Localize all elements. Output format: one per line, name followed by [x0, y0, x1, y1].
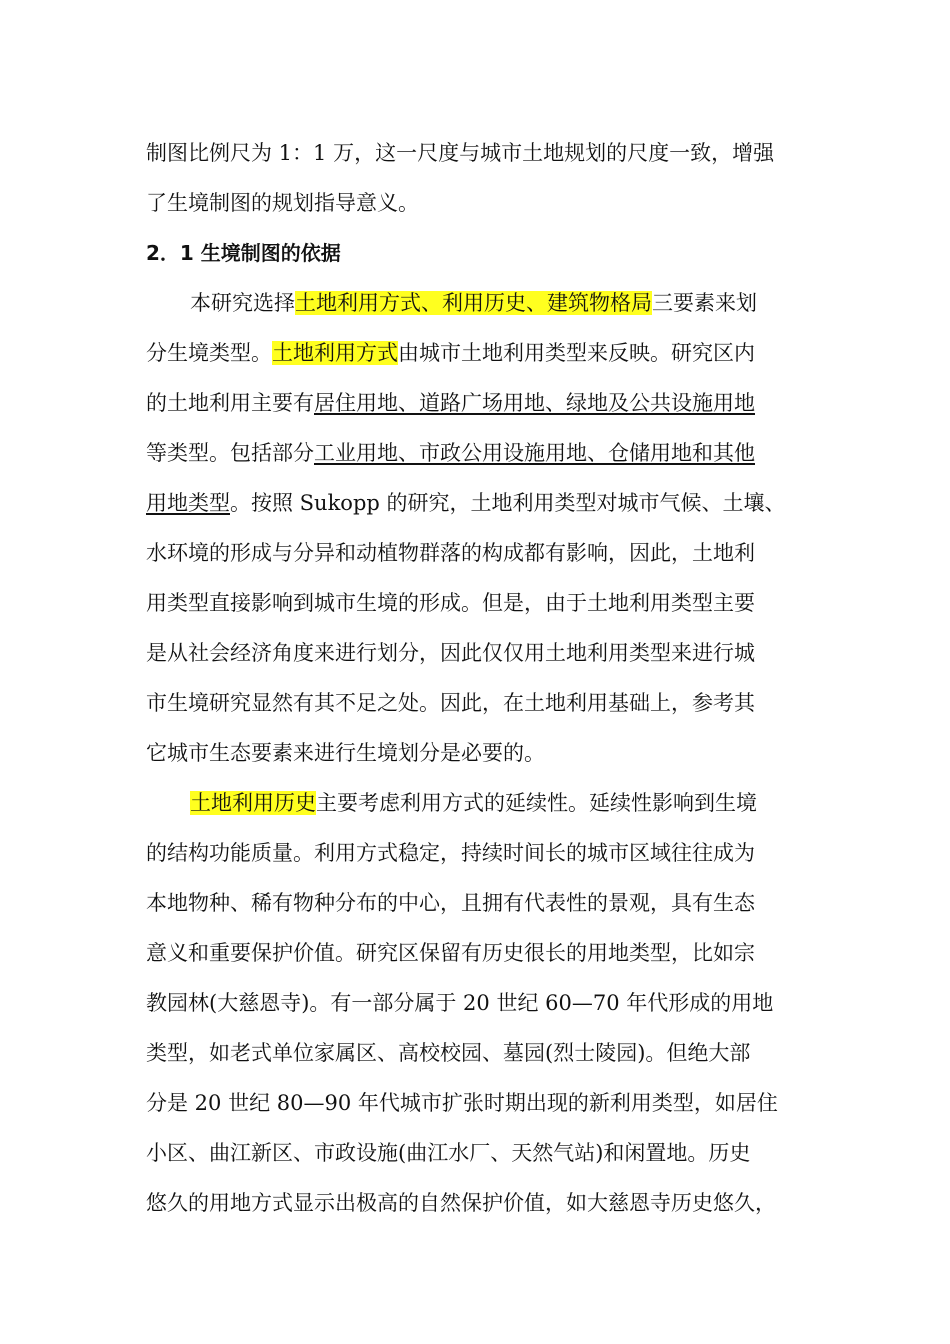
- p1-line-4: [146, 428, 806, 478]
- text-run: 分生境类型。: [146, 341, 272, 365]
- text-run: 由城市土地利用类型来反映。研究区内: [398, 341, 755, 365]
- highlighted-text: 土地利用历史: [190, 791, 316, 815]
- p2-line-9: 悠久的用地方式显示出极高的自然保护价值，如大慈恩寺历史悠久，: [146, 1191, 776, 1215]
- p2-line-6: 类型，如老式单位家属区、高校校园、墓园(烈士陵园)。但绝大部: [146, 1041, 751, 1065]
- underlined-text: 用地类型: [146, 491, 230, 515]
- p2-line-3: 本地物种、稀有物种分布的中心，且拥有代表性的景观，具有生态: [146, 891, 755, 915]
- section-heading: 2．1 生境制图的依据: [146, 241, 341, 265]
- p1-line-10: 它城市生态要素来进行生境划分是必要的。: [146, 741, 545, 765]
- text-run: 本研究选择: [190, 291, 295, 315]
- underlined-text: 工业用地、市政公用设施用地、仓储用地和其他: [314, 441, 755, 465]
- p1-line-8: 是从社会经济角度来进行划分，因此仅仅用土地利用类型来进行城: [146, 641, 755, 665]
- p2-line-4: 意义和重要保护价值。研究区保留有历史很长的用地类型，比如宗: [146, 941, 755, 965]
- p2-line-2: 的结构功能质量。利用方式稳定，持续时间长的城市区域往往成为: [146, 841, 755, 865]
- text-run: 等类型。包括部分: [146, 441, 314, 465]
- p2-line-1: [146, 778, 806, 828]
- p1-line-2: [146, 328, 806, 378]
- p1-line-5: [146, 478, 806, 528]
- underlined-text: 居住用地、道路广场用地、绿地及公共设施用地: [314, 391, 755, 415]
- p1-line-9: 市生境研究显然有其不足之处。因此，在土地利用基础上，参考其: [146, 691, 755, 715]
- p2-line-8: 小区、曲江新区、市政设施(曲江水厂、天然气站)和闲置地。历史: [146, 1141, 751, 1165]
- document-body: [146, 128, 806, 1228]
- p1-line-1: [146, 278, 806, 328]
- text-run: 的土地利用主要有: [146, 391, 314, 415]
- intro-line-1: 制图比例尺为 1：1 万，这一尺度与城市土地规划的尺度一致，增强: [146, 141, 775, 165]
- intro-line-2: 了生境制图的规划指导意义。: [146, 191, 419, 215]
- p1-line-6: 水环境的形成与分异和动植物群落的构成都有影响，因此，土地利: [146, 541, 755, 565]
- highlighted-text: 土地利用方式: [272, 341, 398, 365]
- p2-line-5: 教园林(大慈恩寺)。有一部分属于 20 世纪 60—70 年代形成的用地: [146, 991, 774, 1015]
- text-run: 三要素来划: [652, 291, 757, 315]
- text-run: 。按照 Sukopp 的研究，土地利用类型对城市气候、土壤、: [230, 491, 786, 515]
- p1-line-7: 用类型直接影响到城市生境的形成。但是，由于土地利用类型主要: [146, 591, 755, 615]
- highlighted-text: 土地利用方式、利用历史、建筑物格局: [295, 291, 652, 315]
- p2-line-7: 分是 20 世纪 80—90 年代城市扩张时期出现的新利用类型，如居住: [146, 1091, 778, 1115]
- text-run: 主要考虑利用方式的延续性。延续性影响到生境: [316, 791, 757, 815]
- p1-line-3: [146, 378, 806, 428]
